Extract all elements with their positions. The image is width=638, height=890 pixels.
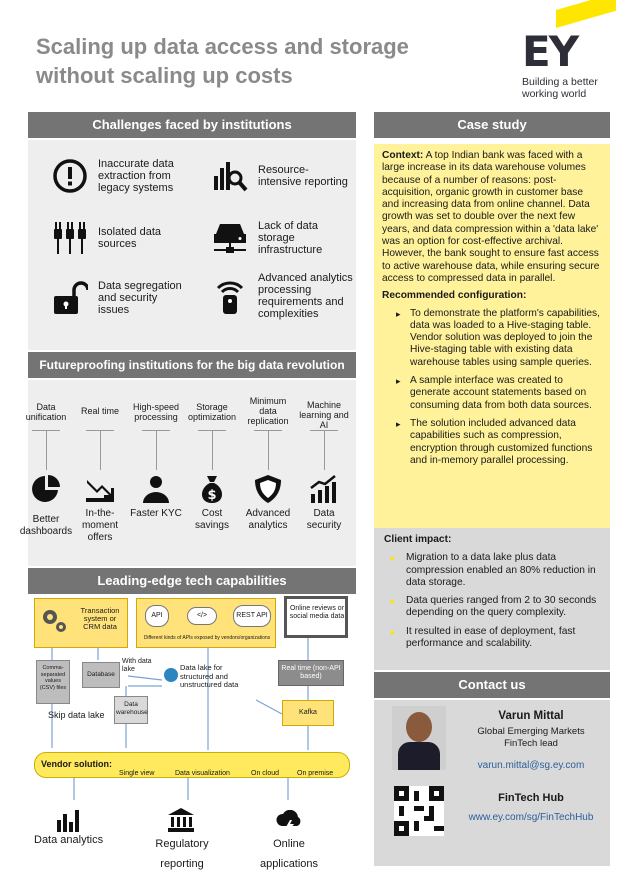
vendor-solution-label: Vendor solution: bbox=[41, 759, 112, 769]
tagline-line-2: working world bbox=[522, 88, 587, 100]
context-paragraph bbox=[382, 150, 602, 285]
with-data-lake-label: With data lake bbox=[122, 658, 152, 673]
api-cloud: API bbox=[145, 605, 169, 627]
tech-header: Leading-edge tech capabilities bbox=[28, 568, 356, 594]
challenge-item bbox=[52, 220, 188, 256]
bar-growth-icon bbox=[309, 474, 339, 504]
single-view-label: Single view bbox=[119, 770, 155, 777]
shield-icon bbox=[253, 474, 283, 504]
monitor-box bbox=[284, 596, 348, 638]
context-text: A top Indian bank was faced with a large increase in its data warehouse volumes because of a number of reasons: post-acquisition, organic growth in customer base and increasing data from online channel. Data growth was set to double over the next few years, and data compression within a 'data lake' was an option for cost-effective archival. However, the bank sought to ensure fast access to active warehouse data, while ensuring secure access to compressed data in parallel. bbox=[382, 150, 600, 284]
futureproofing-outcome: Better dashboards bbox=[19, 514, 73, 537]
online-reviews-label: Online reviews or social media data bbox=[289, 605, 345, 620]
futureproofing-driver: High-speed processing bbox=[132, 402, 180, 422]
qr-code-icon bbox=[394, 786, 444, 836]
avatar bbox=[392, 706, 446, 770]
challenge-item bbox=[212, 272, 354, 320]
on-premise-label: On premise bbox=[297, 770, 334, 777]
data-viz-label: Data visualization bbox=[175, 770, 230, 777]
list-item: ▸ To demonstrate the platform's capabilities, data was loaded to a Hive-staging table. Vendor solution was deployed to join the Hive-staging table with existing data warehouse tables using sample queries. bbox=[396, 308, 602, 369]
padlock-icon bbox=[52, 280, 88, 316]
kafka-label: Kafka bbox=[299, 709, 317, 716]
realtime-box bbox=[278, 660, 344, 686]
logo-tagline bbox=[522, 76, 598, 100]
futureproofing-outcome: Advanced analytics bbox=[245, 508, 291, 531]
case-study-header: Case study bbox=[374, 112, 610, 138]
wireless-device-icon bbox=[212, 278, 248, 314]
futureproofing-driver: Storage optimization bbox=[187, 402, 237, 422]
person-icon bbox=[141, 474, 171, 504]
list-item: • Data queries ranged from 2 to 30 seconds depending on the query complexity. bbox=[390, 595, 600, 620]
svg-text:$: $ bbox=[207, 488, 217, 503]
out-regulatory-reporting: Regulatory reporting bbox=[155, 838, 209, 870]
plugs-icon bbox=[52, 220, 88, 256]
api-box bbox=[136, 598, 276, 648]
rest-api-cloud: REST API bbox=[233, 605, 271, 627]
list-item: ▸ A sample interface was created to generate account statements based on consuming data from both data sources. bbox=[396, 375, 602, 412]
trend-down-icon bbox=[85, 474, 115, 504]
futureproofing-driver: Machine learning and AI bbox=[299, 400, 349, 430]
code-cloud-icon: </> bbox=[187, 607, 217, 625]
transaction-box bbox=[34, 598, 128, 648]
water-icon bbox=[164, 668, 178, 682]
futureproofing-outcome: Faster KYC bbox=[130, 508, 182, 519]
impact-list bbox=[384, 552, 600, 650]
tagline-line-1: Building a better bbox=[522, 76, 598, 88]
skip-data-lake-label: Skip data lake bbox=[48, 710, 105, 720]
out-online-applications: Online applications bbox=[259, 838, 319, 870]
realtime-label: Real time (non-API based) bbox=[281, 665, 341, 680]
challenge-text: Lack of data storage infrastructure bbox=[258, 220, 323, 256]
futureproofing-outcome: Data security bbox=[306, 508, 342, 531]
futureproofing-header: Futureproofing institutions for the big data revolution bbox=[28, 352, 356, 378]
logo-letters: EY bbox=[522, 27, 578, 76]
challenge-text: Resource-intensive reporting bbox=[258, 164, 348, 188]
alert-icon bbox=[52, 158, 88, 194]
challenge-text: Advanced analytics processing requirements and complexities bbox=[258, 272, 353, 320]
contact-email[interactable]: varun.mittal@sg.ey.com bbox=[477, 760, 585, 771]
gears-icon bbox=[39, 605, 69, 635]
kafka-box bbox=[282, 700, 334, 726]
out-data-analytics: Data analytics bbox=[34, 834, 104, 846]
warehouse-box bbox=[114, 696, 148, 724]
connector-line bbox=[324, 430, 325, 470]
bank-icon bbox=[168, 808, 194, 832]
futureproofing-outcome: Cost savings bbox=[195, 508, 229, 531]
client-impact-label: Client impact: bbox=[384, 534, 452, 545]
warehouse-label: Data warehouse bbox=[116, 701, 148, 716]
futureproofing-outcome: In-the-moment offers bbox=[81, 508, 119, 543]
cloud-lightning-icon bbox=[276, 810, 302, 832]
contact-box bbox=[374, 700, 610, 866]
recommended-label: Recommended configuration: bbox=[382, 290, 527, 302]
client-impact-box bbox=[374, 528, 610, 670]
api-caption: Different kinds of APIs exposed by vendors/organizations bbox=[143, 635, 271, 641]
logo-beam bbox=[556, 0, 616, 28]
left-panel bbox=[19, 112, 356, 882]
connector-line bbox=[46, 430, 47, 470]
transaction-label: Transaction system or CRM data bbox=[80, 606, 120, 631]
challenge-item bbox=[212, 158, 348, 194]
futureproofing-driver: Real time bbox=[80, 406, 119, 416]
database-box: Database bbox=[82, 662, 120, 688]
list-item: • It resulted in ease of deployment, fast performance and scalability. bbox=[390, 626, 600, 651]
contact-role-2: FinTech lead bbox=[504, 738, 558, 749]
challenge-text: Isolated data sources bbox=[98, 226, 161, 250]
pie-chart-icon bbox=[31, 474, 61, 504]
list-item: • Migration to a data lake plus data compression enabled an 80% reduction in data storage. bbox=[390, 552, 600, 589]
challenge-item bbox=[52, 158, 188, 194]
connector-line bbox=[100, 430, 101, 470]
futureproofing-driver: Minimum data replication bbox=[247, 396, 289, 426]
on-cloud-label: On cloud bbox=[251, 770, 280, 777]
vendor-solution-bar bbox=[34, 752, 350, 778]
data-lake-label: Data lake for structured and unstructured data bbox=[180, 663, 239, 689]
connector-line bbox=[212, 430, 213, 470]
futureproofing-driver: Data unification bbox=[25, 402, 67, 422]
bar-chart-icon bbox=[56, 810, 82, 832]
tech-diagram bbox=[28, 596, 356, 882]
recommended-list bbox=[382, 308, 602, 468]
contact-name: Varun Mittal bbox=[498, 710, 564, 722]
money-bag-icon bbox=[197, 474, 227, 504]
contact-role-1: Global Emerging Markets bbox=[477, 726, 585, 737]
challenge-text: Data segregation and security issues bbox=[98, 280, 182, 316]
list-item: ▸ The solution included advanced data capabilities such as compression, encryption through customized functions and in-memory parallel processing. bbox=[396, 418, 602, 467]
connector-line bbox=[268, 430, 269, 470]
fintech-hub-url[interactable]: www.ey.com/sg/FinTechHub bbox=[468, 812, 594, 823]
ey-logo bbox=[522, 8, 618, 98]
chart-search-icon bbox=[212, 158, 248, 194]
contact-header: Contact us bbox=[374, 672, 610, 698]
fintech-hub-label: FinTech Hub bbox=[498, 792, 564, 804]
server-icon bbox=[212, 220, 248, 256]
challenges-header: Challenges faced by institutions bbox=[28, 112, 356, 138]
csv-label: Comma-separated values (CSV) files bbox=[39, 665, 67, 691]
page-title: Scaling up data access and storage without scaling up costs bbox=[36, 34, 409, 88]
challenge-item bbox=[52, 280, 188, 316]
context-label: Context: bbox=[382, 150, 424, 161]
connector-line bbox=[156, 430, 157, 470]
challenge-item bbox=[212, 220, 348, 256]
csv-box bbox=[36, 660, 70, 704]
challenge-text: Inaccurate data extraction from legacy systems bbox=[98, 158, 174, 194]
